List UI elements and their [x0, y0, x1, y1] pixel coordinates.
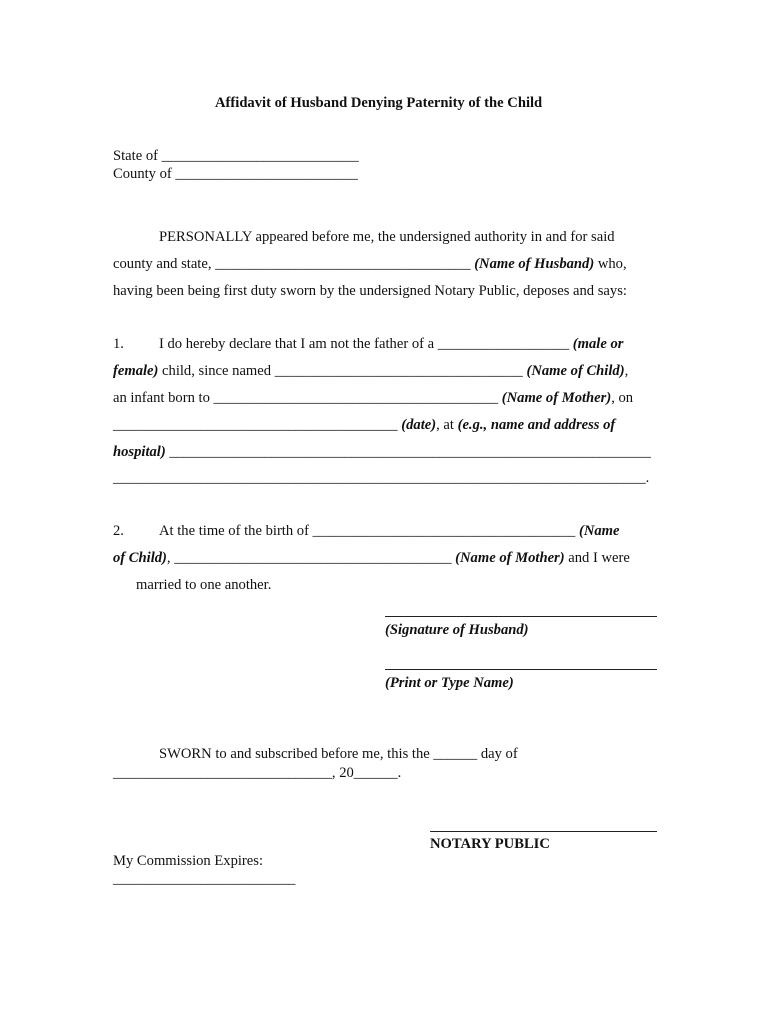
date-label: (date): [401, 417, 437, 433]
para1-line-4-at: , at: [436, 417, 454, 433]
para1-line-2: [113, 363, 628, 380]
para1-line-4-blank: _______________________________________: [113, 417, 398, 433]
para2-number: 2.: [113, 523, 124, 539]
para1-line-6: _________________________________________________________________________.: [113, 470, 650, 486]
of-child-label: of Child): [113, 550, 167, 566]
signature-label: (Signature of Husband): [385, 622, 529, 638]
intro-line-2: [113, 256, 627, 273]
name-of-mother-label: (Name of Mother): [501, 390, 612, 406]
name-of-child-label: (Name of Child): [526, 363, 625, 379]
hospital-label: hospital): [113, 444, 166, 460]
para1-number: 1.: [113, 336, 124, 352]
commission-label: My Commission Expires:: [113, 853, 263, 869]
para1-line-3-tail: , on: [611, 390, 634, 406]
signature-line: [385, 616, 657, 617]
para2-line-3: married to one another.: [136, 577, 272, 593]
commission-line: _________________________: [113, 871, 296, 887]
name-label: (Name: [578, 523, 620, 539]
para1-line-1: [159, 336, 623, 353]
print-name-line: [385, 669, 657, 670]
para2-line-2-tail: and I were: [568, 550, 630, 566]
county-line: County of _________________________: [113, 166, 358, 182]
para1-line-1-text: I do hereby declare that I am not the father of a __________________: [159, 336, 570, 352]
para1-line-4: [113, 417, 615, 434]
para2-line-1-text: At the time of the birth of ____________________________________: [159, 523, 576, 539]
name-of-mother-label-2: (Name of Mother): [455, 550, 565, 566]
document-title: Affidavit of Husband Denying Paternity of the Child: [215, 95, 543, 111]
male-or-label: (male or: [572, 336, 624, 352]
sworn-line-2: ______________________________, 20______.: [113, 765, 402, 781]
para1-line-3-text: an infant born to _______________________________________: [113, 390, 499, 406]
sworn-line-1: SWORN to and subscribed before me, this the ______ day of: [159, 746, 518, 762]
intro-line-1: PERSONALLY appeared before me, the undersigned authority in and for said: [159, 229, 615, 245]
female-label: female): [113, 363, 159, 379]
name-of-husband-label: (Name of Husband): [474, 256, 595, 272]
para2-line-2-blank: , ______________________________________: [166, 550, 452, 566]
print-name-label: (Print or Type Name): [385, 675, 514, 691]
para1-line-5: [113, 444, 651, 461]
state-line: State of ___________________________: [113, 148, 359, 164]
intro-line-2-text: county and state, ___________________________________: [113, 256, 471, 272]
para1-line-2-tail: ,: [624, 363, 629, 379]
para2-line-2: [113, 550, 630, 567]
para1-line-3: [113, 390, 633, 407]
notary-public-label: NOTARY PUBLIC: [430, 836, 550, 852]
intro-line-3: having been being first duty sworn by the undersigned Notary Public, deposes and says:: [113, 283, 627, 299]
hospital-example-label: (e.g., name and address of: [457, 417, 616, 433]
para1-line-5-blank: __________________________________________________________________: [169, 444, 651, 460]
para2-line-1: [159, 523, 619, 540]
notary-signature-line: [430, 831, 657, 832]
intro-line-2-tail: who,: [597, 256, 627, 272]
para1-line-2-text: child, since named __________________________________: [162, 363, 523, 379]
